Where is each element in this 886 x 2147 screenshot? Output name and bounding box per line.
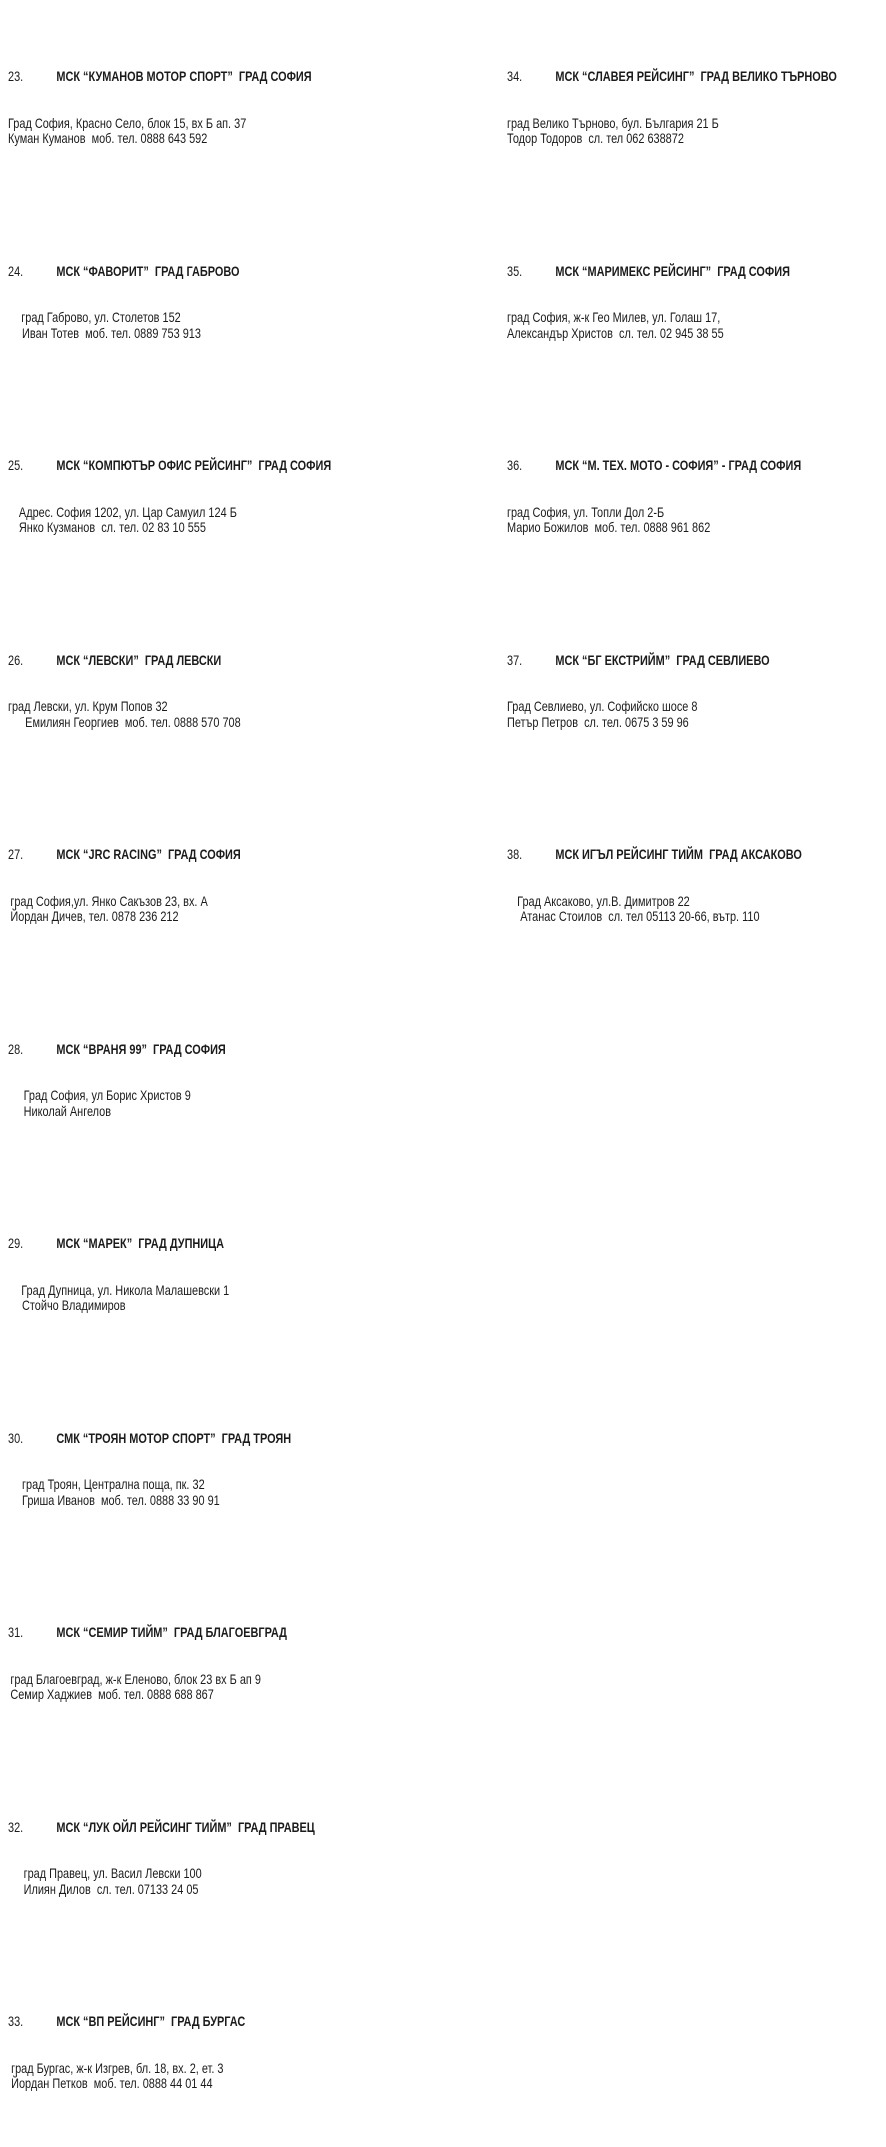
club-entry-number: 32. xyxy=(8,1818,24,1835)
club-entry-heading xyxy=(8,1236,507,1252)
club-entry-details xyxy=(8,699,507,730)
club-entry xyxy=(8,38,507,178)
club-entry-line: Александър Христов сл. тел. 02 945 38 55 xyxy=(507,324,724,341)
club-entry-line: град Троян, Централна поща, пк. 32 xyxy=(22,1476,205,1492)
club-entry-title: МСК “КУМАНОВ МОТОР СПОРТ” ГРАД СОФИЯ xyxy=(56,68,312,84)
club-entry-number: 26. xyxy=(8,651,24,668)
club-entry-title: МСК “ЛЕВСКИ” ГРАД ЛЕВСКИ xyxy=(56,651,222,668)
club-entry-heading xyxy=(507,458,886,474)
club-entry-heading xyxy=(8,1820,507,1836)
club-entry xyxy=(8,816,507,956)
club-entry-line: град Левски, ул. Крум Попов 32 xyxy=(8,698,168,714)
club-entry-line: Адрес. София 1202, ул. Цар Самуил 124 Б xyxy=(18,503,237,520)
club-entry-line: град Правец, ул. Васил Левски 100 xyxy=(23,1865,202,1881)
club-entry-number: 38. xyxy=(507,846,523,862)
club-entry-number: 34. xyxy=(507,68,523,84)
club-entry-title: МСК ИГЪЛ РЕЙСИНГ ТИЙМ ГРАД АКСАКОВО xyxy=(555,846,802,862)
club-entry-details xyxy=(8,1866,507,1897)
club-entry-line: град Габрово, ул. Столетов 152 xyxy=(21,309,181,325)
club-entry-line: град София, ж-к Гео Милев, ул. Голаш 17, xyxy=(507,309,721,325)
club-entry-line: Куман Куманов моб. тел. 0888 643 592 xyxy=(8,130,208,146)
club-entry xyxy=(507,427,886,567)
club-entry-details xyxy=(507,505,886,536)
club-entry-details xyxy=(8,310,507,341)
club-entry-details xyxy=(507,894,886,925)
club-entry xyxy=(507,38,886,178)
club-entry-number: 30. xyxy=(8,1429,24,1446)
club-entry-line: Йордан Петков моб. тел. 0888 44 01 44 xyxy=(11,2075,213,2091)
club-entry-line: град Бургас, ж-к Изгрев, бл. 18, вх. 2, ет. 3 xyxy=(11,2059,224,2076)
club-entry-heading xyxy=(8,1431,507,1447)
club-entry-title: СМК “ТРОЯН МОТОР СПОРТ” ГРАД ТРОЯН xyxy=(56,1429,292,1446)
club-entry-line: Град Аксаково, ул.В. Димитров 22 xyxy=(517,892,690,909)
club-entry-number: 35. xyxy=(507,262,523,279)
club-entry-line: Илиян Дилов сл. тел. 07133 24 05 xyxy=(23,1880,199,1897)
club-entry-line: Град Севлиево, ул. Софийско шосе 8 xyxy=(507,698,698,714)
club-entry-line: Янко Кузманов сл. тел. 02 83 10 555 xyxy=(18,519,206,535)
club-entry-line: Град София, ул Борис Христов 9 xyxy=(23,1087,191,1103)
club-entry xyxy=(8,1011,507,1151)
club-entry-title: МСК “ФАВОРИТ” ГРАД ГАБРОВО xyxy=(56,262,240,279)
club-entry-heading xyxy=(8,1042,507,1058)
club-entry-line: Гриша Иванов моб. тел. 0888 33 90 91 xyxy=(22,1491,220,1508)
club-entry-title: МСК “МАРИМЕКС РЕЙСИНГ” ГРАД СОФИЯ xyxy=(555,262,790,279)
club-entry-heading xyxy=(8,653,507,669)
club-entry-line: Град София, Красно Село, блок 15, вх Б ап. 37 xyxy=(8,114,247,131)
club-entry xyxy=(507,816,886,956)
club-entry-heading xyxy=(507,847,886,863)
club-entry-title: МСК “СЕМИР ТИЙМ” ГРАД БЛАГОЕВГРАД xyxy=(56,1624,287,1640)
club-entry-title: МСК “СЛАВЕЯ РЕЙСИНГ” ГРАД ВЕЛИКО ТЪРНОВО xyxy=(555,68,837,84)
club-entry-line: Стойчо Владимиров xyxy=(22,1297,126,1313)
club-entry-number: 36. xyxy=(507,457,523,473)
club-entry-heading xyxy=(8,847,507,863)
club-entry-line: Тодор Тодоров сл. тел 062 638872 xyxy=(507,130,684,146)
club-entry-number: 31. xyxy=(8,1624,24,1640)
club-entry-line: Семир Хаджиев моб. тел. 0888 688 867 xyxy=(10,1686,214,1702)
club-entry-number: 27. xyxy=(8,846,24,862)
club-entry-line: Марио Божилов моб. тел. 0888 961 862 xyxy=(507,519,711,535)
club-entry-heading xyxy=(8,1625,507,1641)
club-entry-title: МСК “ВП РЕЙСИНГ” ГРАД БУРГАС xyxy=(56,2013,246,2029)
club-entry-line: град София,ул. Янко Сакъзов 23, вх. А xyxy=(10,892,208,909)
directory-column-left xyxy=(8,7,507,2147)
club-entry-line: град София, ул. Топли Дол 2-Б xyxy=(507,503,665,520)
club-entry-details xyxy=(8,116,507,147)
club-entry-number: 23. xyxy=(8,68,24,84)
club-entry-heading xyxy=(8,69,507,85)
club-entry-title: МСК “БГ ЕКСТРИЙМ” ГРАД СЕВЛИЕВО xyxy=(555,651,770,668)
club-entry-line: Петър Петров сл. тел. 0675 3 59 96 xyxy=(507,713,689,730)
club-entry-line: Иван Тотев моб. тел. 0889 753 913 xyxy=(22,324,201,341)
club-entry-number: 24. xyxy=(8,262,24,279)
club-entry-details xyxy=(8,1283,507,1314)
club-entry-line: град Велико Търново, бул. България 21 Б xyxy=(507,114,719,131)
club-entry xyxy=(8,1983,507,2123)
club-entry-title: МСК “ЛУК ОЙЛ РЕЙСИНГ ТИЙМ” ГРАД ПРАВЕЦ xyxy=(56,1818,315,1835)
club-entry-number: 33. xyxy=(8,2013,24,2029)
club-entry-line: Емилиян Георгиев моб. тел. 0888 570 708 xyxy=(25,713,241,730)
club-entry-heading xyxy=(8,264,507,280)
club-entry-details xyxy=(507,116,886,147)
club-entry xyxy=(507,233,886,373)
club-entry xyxy=(8,427,507,567)
club-entry-title: МСК “КОМПЮТЪР ОФИС РЕЙСИНГ” ГРАД СОФИЯ xyxy=(56,457,332,473)
club-entry-details xyxy=(507,310,886,341)
club-entry xyxy=(507,622,886,762)
club-entry-heading xyxy=(8,2014,507,2030)
club-entry-number: 29. xyxy=(8,1235,24,1251)
club-entry-title: МСК “JRC RACING” ГРАД СОФИЯ xyxy=(56,846,241,862)
club-entry-heading xyxy=(507,69,886,85)
club-entry xyxy=(8,1400,507,1540)
club-entry-details xyxy=(8,505,507,536)
club-entry-number: 28. xyxy=(8,1040,24,1057)
club-entry-details xyxy=(8,1088,507,1119)
club-entry-heading xyxy=(507,264,886,280)
club-entry-line: Йордан Дичев, тел. 0878 236 212 xyxy=(10,908,179,924)
club-entry-number: 25. xyxy=(8,457,24,473)
club-entry-line: Град Дупница, ул. Никола Малашевски 1 xyxy=(21,1281,230,1298)
club-entry-title: МСК “МАРЕК” ГРАД ДУПНИЦА xyxy=(56,1235,225,1251)
club-entry-title: МСК “ВРАНЯ 99” ГРАД СОФИЯ xyxy=(56,1040,226,1057)
club-entry xyxy=(8,1205,507,1345)
club-entry-heading xyxy=(507,653,886,669)
club-entry-line: Николай Ангелов xyxy=(23,1102,112,1119)
club-entry-number: 37. xyxy=(507,651,523,668)
club-entry-details xyxy=(8,1477,507,1508)
club-entry xyxy=(8,1594,507,1734)
club-entry-details xyxy=(8,1672,507,1703)
club-entry xyxy=(8,622,507,762)
club-entry-line: Атанас Стоилов сл. тел 05113 20-66, вътр. 110 xyxy=(520,908,760,924)
club-entry-heading xyxy=(8,458,507,474)
club-entry-line: град Благоевград, ж-к Еленово, блок 23 вх Б ап 9 xyxy=(10,1670,261,1687)
club-entry-title: МСК “М. ТЕХ. МОТО - СОФИЯ” - ГРАД СОФИЯ xyxy=(555,457,802,473)
club-entry xyxy=(8,1789,507,1929)
directory-column-right xyxy=(507,7,886,980)
club-entry-details xyxy=(507,699,886,730)
club-entry xyxy=(8,233,507,373)
club-entry-details xyxy=(8,2061,507,2092)
club-entry-details xyxy=(8,894,507,925)
